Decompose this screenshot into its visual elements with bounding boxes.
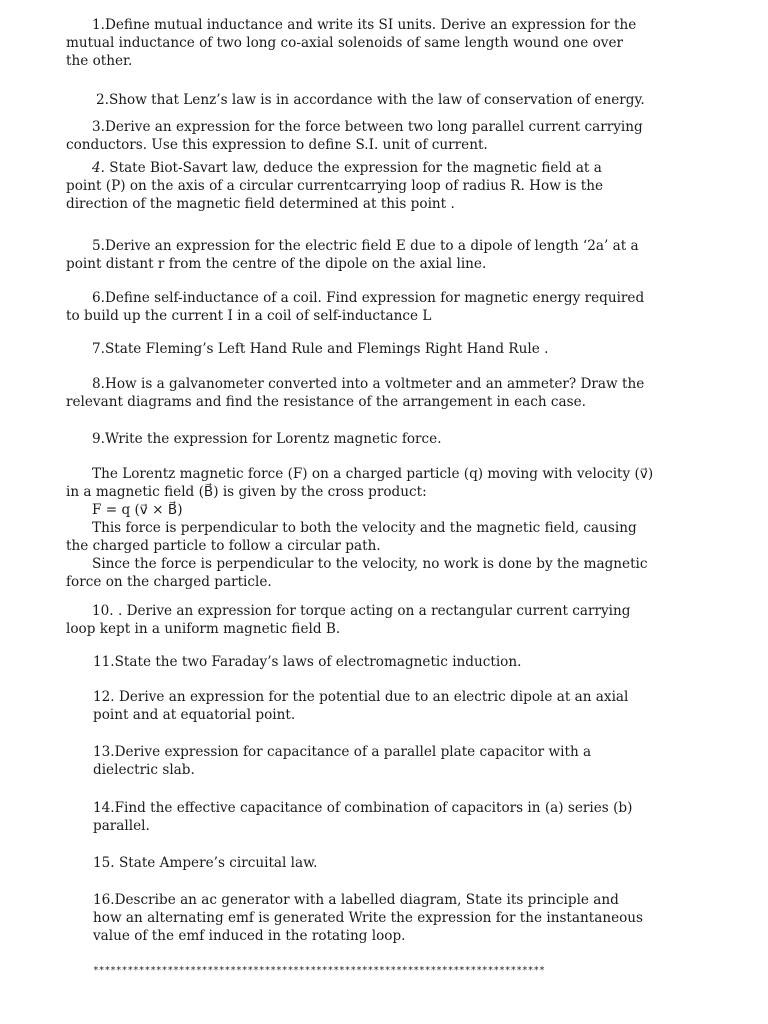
question-10-line-1: 10. . Derive an expression for torque acting on a rectangular current carrying [92,603,631,619]
question-1-line-3: the other. [66,53,133,69]
answer-9-formula: F = q (v⃗ × B⃗) [92,502,183,518]
question-15-line-1: 15. State Ampere’s circuital law. [93,855,318,871]
answer-9-line-2: in a magnetic field (B⃗) is given by the cross product: [66,484,427,500]
question-9 [66,430,706,448]
answer-9-line-6: Since the force is perpendicular to the velocity, no work is done by the magnetic [92,556,648,572]
question-4 [66,159,706,213]
question-3-line-1: 3.Derive an expression for the force between two long parallel current carrying [92,119,643,135]
footer-asterisk-rule: ******************************************************************************* [93,965,545,976]
question-4-line-1 [66,159,706,177]
question-4-line-2: point (P) on the axis of a circular currentcarrying loop of radius R. How is the [66,178,604,194]
question-16-line-1: 16.Describe an ac generator with a labelled diagram, State its principle and [93,892,619,908]
answer-9-line-4: This force is perpendicular to both the velocity and the magnetic field, causing [92,520,637,536]
question-9-line-1: 9.Write the expression for Lorentz magnetic force. [92,431,442,447]
question-13-line-1: 13.Derive expression for capacitance of a parallel plate capacitor with a [93,744,592,760]
question-7 [66,340,706,358]
question-1-line-2: mutual inductance of two long co-axial solenoids of same length wound one over [66,35,624,51]
question-3-line-2: conductors. Use this expression to define S.I. unit of current. [66,137,488,153]
question-13 [93,743,708,779]
question-5-line-1: 5.Derive an expression for the electric field E due to a dipole of length ‘2a’ at a [92,238,639,254]
question-13-line-2: dielectric slab. [93,762,195,778]
question-6-line-2: to build up the current I in a coil of self-inductance L [66,308,432,324]
question-14-line-2: parallel. [93,818,150,834]
question-4-number: 4. [92,160,105,176]
question-12-line-2: point and at equatorial point. [93,707,296,723]
question-3 [66,118,706,154]
answer-9-line-1: The Lorentz magnetic force (F) on a charged particle (q) moving with velocity (v⃗) [92,466,654,482]
question-11 [93,653,708,671]
question-1 [66,16,706,70]
question-8-line-2: relevant diagrams and find the resistance of the arrangement in each case. [66,394,586,410]
question-1-line-1: 1.Define mutual inductance and write its SI units. Derive an expression for the [92,17,637,33]
question-2-line-1: 2.Show that Lenz’s law is in accordance with the law of conservation of energy. [96,92,645,108]
question-14 [93,799,708,835]
question-14-line-1: 14.Find the effective capacitance of combination of capacitors in (a) series (b) [93,800,633,816]
question-12 [93,688,708,724]
question-10 [66,602,706,638]
question-7-line-1: 7.State Fleming’s Left Hand Rule and Flemings Right Hand Rule . [92,341,549,357]
question-16-line-3: value of the emf induced in the rotating loop. [93,928,406,944]
question-11-line-1: 11.State the two Faraday’s laws of electromagnetic induction. [93,654,522,670]
answer-9-line-7: force on the charged particle. [66,574,272,590]
question-4-text: State Biot-Savart law, deduce the expression for the magnetic field at a [104,160,602,176]
question-8 [66,375,706,411]
question-5-line-2: point distant r from the centre of the dipole on the axial line. [66,256,487,272]
question-2 [66,91,706,109]
question-6-line-1: 6.Define self-inductance of a coil. Find expression for magnetic energy required [92,290,645,306]
question-6 [66,289,706,325]
question-12-line-1: 12. Derive an expression for the potential due to an electric dipole at an axial [93,689,629,705]
question-10-line-2: loop kept in a uniform magnetic field B. [66,621,341,637]
question-5 [66,237,706,273]
question-8-line-1: 8.How is a galvanometer converted into a voltmeter and an ammeter? Draw the [92,376,645,392]
answer-9 [66,465,706,591]
question-16-line-2: how an alternating emf is generated Write the expression for the instantaneous [93,910,644,926]
question-16 [93,891,708,945]
question-4-line-3: direction of the magnetic field determined at this point . [66,196,455,212]
question-15 [93,854,708,872]
answer-9-line-5: the charged particle to follow a circular path. [66,538,381,554]
